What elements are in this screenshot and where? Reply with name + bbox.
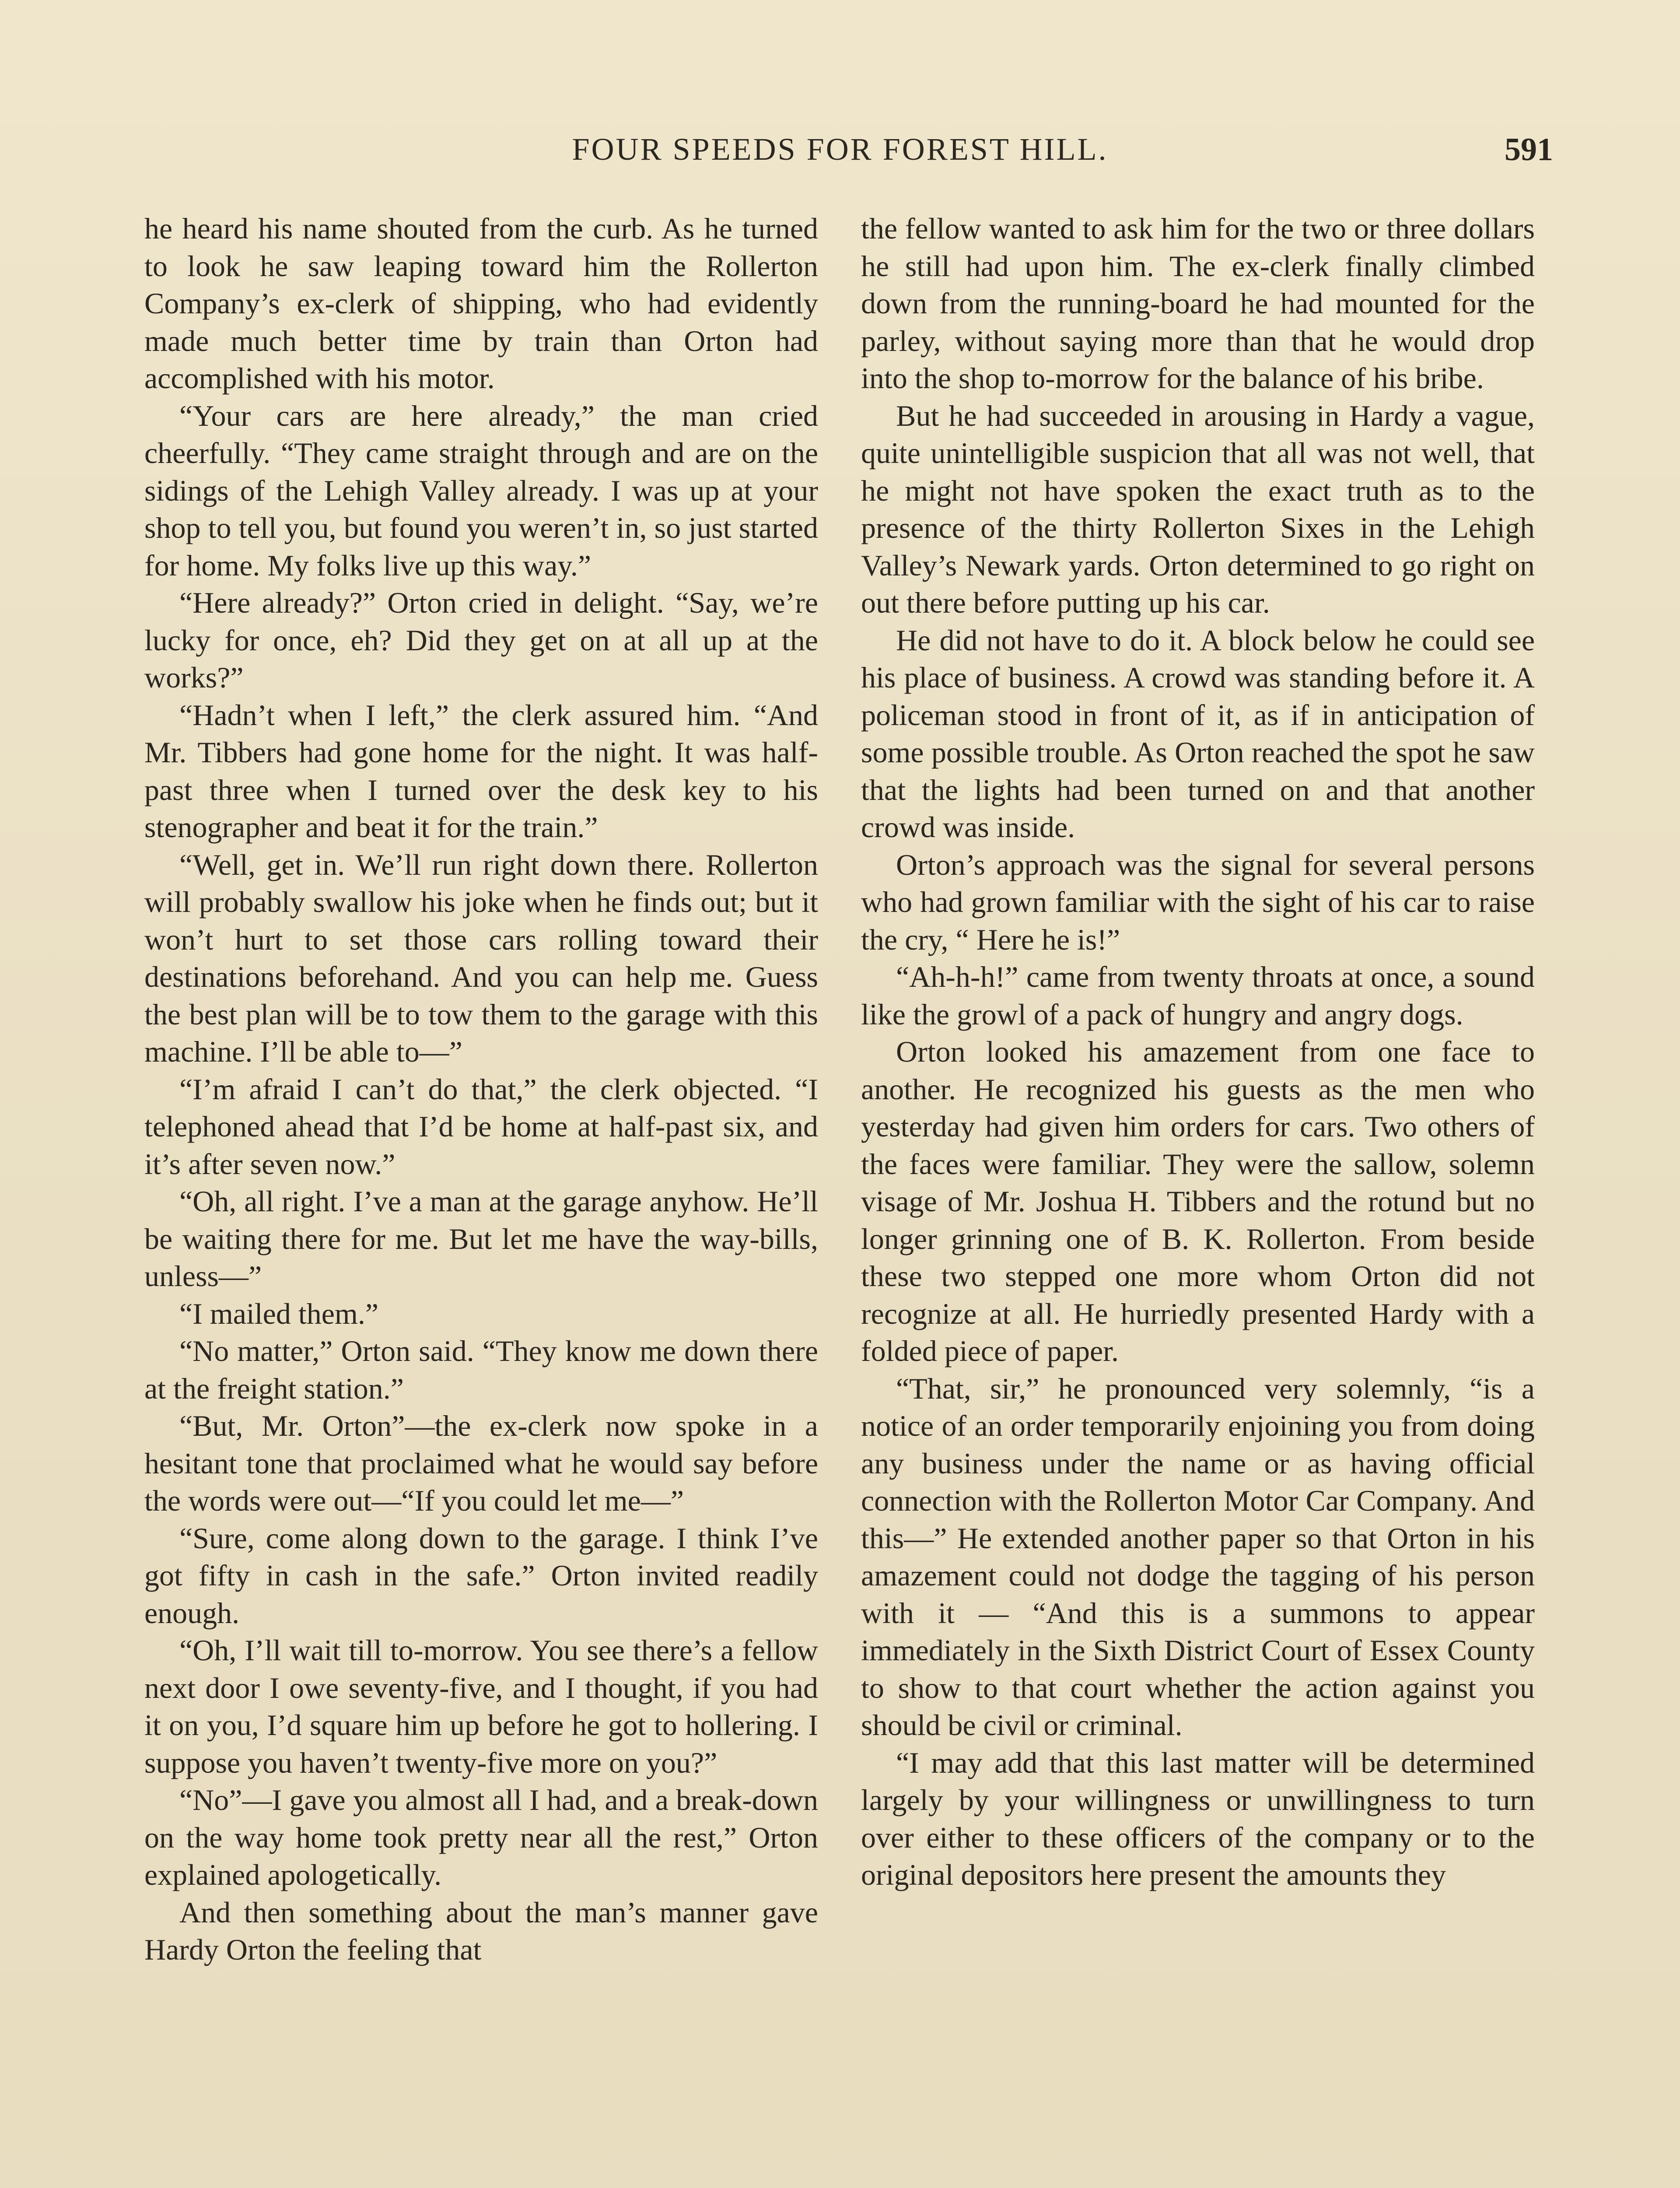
paragraph: But he had succeeded in arousing in Hardy a vague, quite unintelligible suspicion that all was not well, that he might not have spoken the exact truth as to the presence of the thirty Rollerton Sixes in the Lehigh Valley’s Newark yards. Orton determined to go right on out there before putting up his car. xyxy=(861,399,1535,619)
paragraph: “No matter,” Orton said. “They know me down there at the freight station.” xyxy=(144,1334,818,1405)
paragraph: “I’m afraid I can’t do that,” the clerk objected. “I telephoned ahead that I’d be home at half-past six, and it’s after seven now.” xyxy=(144,1072,818,1181)
paragraph: “Sure, come along down to the garage. I think I’ve got fifty in cash in the safe.” Orton invited readily enough. xyxy=(144,1521,818,1630)
paragraph: “Your cars are here already,” the man cried cheerfully. “They came straight through and are on the sidings of the Lehigh Valley already. I was up at your shop to tell you, but found you weren’t in, so just started for home. My folks live up this way.” xyxy=(144,399,818,582)
page-number: 591 xyxy=(1505,132,1553,168)
paragraph: “Here already?” Orton cried in delight. “Say, we’re lucky for once, eh? Did they get on at all up at the works?” xyxy=(144,586,818,694)
paragraph: “That, sir,” he pronounced very solemnly, “is a notice of an order temporarily enjoining you from doing any business under the name or as having official connection with the Rollerton Motor Car Company. And this—” He extended another paper so that Orton in his amazement could not dodge the tagging of his person with it — “And this is a summons to appear immediately in the Sixth District Court of Essex County to show to that court whether the action against you should be civil or criminal. xyxy=(861,1371,1535,1742)
paragraph: “But, Mr. Orton”—the ex-clerk now spoke in a hesitant tone that proclaimed what he would say before the words were out—“If you could let me—” xyxy=(144,1409,818,1517)
paragraph: “Well, get in. We’ll run right down there. Rollerton will probably swallow his joke when he finds out; but it won’t hurt to set those cars rolling toward their destinations beforehand. And you can help me. Guess the best plan will be to tow them to the garage with this machine. I’ll be able to—” xyxy=(144,848,818,1068)
paragraph: Orton looked his amazement from one face to another. He recognized his guests as the men who yesterday had given him orders for cars. Two others of the faces were familiar. They were the sallow, solemn visage of Mr. Joshua H. Tibbers and the rotund but no longer grinning one of B. K. Rollerton. From beside these two stepped one more whom Orton did not recognize at all. He hurriedly presented Hardy with a folded piece of paper. xyxy=(861,1035,1535,1368)
paragraph: “Ah-h-h!” came from twenty throats at once, a sound like the growl of a pack of hungry and angry dogs. xyxy=(861,960,1535,1031)
running-title: FOUR SPEEDS FOR FOREST HILL. xyxy=(572,132,1108,167)
page-header xyxy=(140,131,1553,184)
paragraph: Orton’s approach was the signal for several persons who had grown familiar with the sight of his car to raise the cry, “ Here he is!” xyxy=(861,848,1535,956)
paragraph: “Oh, I’ll wait till to-morrow. You see there’s a fellow next door I owe seventy-five, and I thought, if you had it on you, I’d square him up before he got to hollering. I suppose you haven’t twenty-five more on you?” xyxy=(144,1634,818,1779)
paragraph: “No”—I gave you almost all I had, and a break-down on the way home took pretty near all the rest,” Orton explained apologetically. xyxy=(144,1783,818,1891)
paragraph: “Oh, all right. I’ve a man at the garage anyhow. He’ll be waiting there for me. But let me have the way-bills, unless—” xyxy=(144,1185,818,1293)
left-column xyxy=(144,210,818,1969)
paragraph: the fellow wanted to ask him for the two or three dollars he still had upon him. The ex-clerk finally climbed down from the running-board he had mounted for the parley, without saying more than that he would drop into the shop to-morrow for the balance of his bribe. xyxy=(861,212,1535,395)
paragraph: “I mailed them.” xyxy=(179,1297,379,1330)
paragraph: “Hadn’t when I left,” the clerk assured him. “And Mr. Tibbers had gone home for the night. It was half-past three when I turned over the desk key to his stenographer and beat it for the train.” xyxy=(144,698,818,844)
paragraph: He did not have to do it. A block below he could see his place of business. A crowd was standing before it. A policeman stood in front of it, as if in anticipation of some possible trouble. As Orton reached the spot he saw that the lights had been turned on and that another crowd was inside. xyxy=(861,623,1535,844)
paragraph: And then something about the man’s manner gave Hardy Orton the feeling that xyxy=(144,1895,818,1966)
paragraph: he heard his name shouted from the curb. As he turned to look he saw leaping toward him the Rollerton Company’s ex-clerk of shipping, who had evidently made much better time by train than Orton had accomplished with his motor. xyxy=(144,212,818,395)
paragraph: “I may add that this last matter will be determined largely by your willingness or unwillingness to turn over either to these officers of the company or to the original depositors here present the amounts they xyxy=(861,1746,1535,1891)
right-column xyxy=(861,210,1535,1894)
